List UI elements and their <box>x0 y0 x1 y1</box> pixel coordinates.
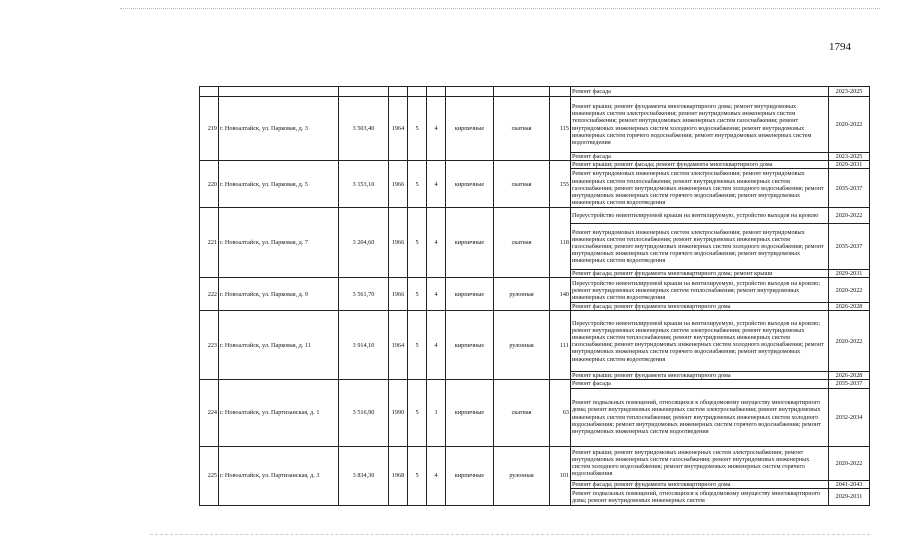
cell-floors: 5 <box>408 208 427 278</box>
cell-work: Переустройство невентилируемой крыши на вентилируемую, устройство выходов на кровлю; ремонт внутридомовых инженерных систем теплоснабжения; ремонт внутридомовых инженерных систем водоотведения <box>571 278 829 303</box>
cell-address: г. Новоалтайск, ул. Парковая, д. 11 <box>219 311 339 380</box>
cell-work: Ремонт крыши; ремонт фасада; ремонт фундамента многоквартирного дома <box>571 161 829 169</box>
cell-walls: кирпичные <box>446 208 494 278</box>
cell-work: Ремонт крыши; ремонт фундамента многоквартирного дома <box>571 372 829 380</box>
scan-artifact-top <box>120 8 880 9</box>
cell-num: 224 <box>200 380 219 446</box>
cell-work: Ремонт подвальных помещений, относящихся к общедомовому имуществу многоквартирного дома; ремонт внутридомовых инженерных систем <box>571 488 829 505</box>
cell-floors: 5 <box>408 97 427 161</box>
cell-area: 3 914,10 <box>339 311 389 380</box>
building-row <box>200 97 870 153</box>
cell-walls: кирпичные <box>446 97 494 161</box>
cell-period: 2023-2025 <box>829 153 870 161</box>
cell-area: 3 153,10 <box>339 161 389 208</box>
cell-period: 2029-2031 <box>829 161 870 169</box>
cell-num: 225 <box>200 446 219 505</box>
building-row <box>200 278 870 303</box>
table-row-continued <box>200 87 870 97</box>
cell-year: 1964 <box>389 311 408 380</box>
cell-num: 219 <box>200 97 219 161</box>
cell-walls: кирпичные <box>446 278 494 311</box>
cell-work: Переустройство невентилируемой крыши на вентилируемую, устройство выходов на кровлю; ремонт внутридомовых инженерных систем электроснабжения; ремонт внутридомовых инженерных систем теплоснабжения; ремонт внутридомовых инженерных систем газоснабжения; ремонт внутридомовых инженерных систем холодного водоснабжения; ремонт внутридомовых инженерных систем горячего водоснабжения; ремонт внутридомовых инженерных систем водоотведения <box>571 311 829 372</box>
cell-address: г. Новоалтайск, ул. Парковая, д. 3 <box>219 97 339 161</box>
capital-repair-table <box>199 86 870 506</box>
cell-period: 2032-2034 <box>829 388 870 446</box>
cell-area: 3 503,40 <box>339 97 389 161</box>
cell-period: 2026-2028 <box>829 303 870 311</box>
cell-roof: скатная <box>494 380 550 446</box>
cell-entrances: 4 <box>427 311 446 380</box>
cell-work: Ремонт фасада <box>571 153 829 161</box>
building-row <box>200 380 870 388</box>
cell-period: 2020-2022 <box>829 278 870 303</box>
cell-work: Ремонт крыши; ремонт внутридомовых инженерных систем электроснабжения; ремонт внутридомовых инженерных систем газоснабжения; ремонт внутридомовых инженерных систем холодного водоснабжения; ремонт внутридомовых инженерных систем горячего водоснабжения <box>571 446 829 480</box>
cell-roof: скатная <box>494 208 550 278</box>
cell-floors: 5 <box>408 446 427 505</box>
cell-num: 223 <box>200 311 219 380</box>
cell-wear: 115 <box>550 97 571 161</box>
cell-year: 1968 <box>389 446 408 505</box>
cell-wear: 111 <box>550 311 571 380</box>
cell-period: 2035-2037 <box>829 169 870 208</box>
cell-year: 1966 <box>389 278 408 311</box>
cell-work: Ремонт фасада; ремонт фундамента многоквартирного дома <box>571 303 829 311</box>
cell-num: 222 <box>200 278 219 311</box>
cell-wear <box>550 87 571 97</box>
cell-work: Ремонт фасада <box>571 87 829 97</box>
cell-floors: 5 <box>408 278 427 311</box>
cell-entrances: 4 <box>427 208 446 278</box>
building-row <box>200 311 870 372</box>
cell-walls <box>446 87 494 97</box>
cell-address <box>219 87 339 97</box>
cell-period: 2020-2022 <box>829 208 870 224</box>
cell-entrances <box>427 87 446 97</box>
cell-period: 2020-2022 <box>829 311 870 372</box>
cell-address: г. Новоалтайск, ул. Парковая, д. 9 <box>219 278 339 311</box>
cell-wear: 63 <box>550 380 571 446</box>
cell-wear: 118 <box>550 208 571 278</box>
cell-address: г. Новоалтайск, ул. Парковая, д. 7 <box>219 208 339 278</box>
cell-period: 2041-2043 <box>829 480 870 488</box>
cell-year: 1964 <box>389 97 408 161</box>
cell-work: Ремонт фасада; ремонт фундамента многоквартирного дома; ремонт крыши <box>571 270 829 278</box>
cell-roof: скатная <box>494 97 550 161</box>
page-number: 1794 <box>829 41 851 53</box>
cell-period: 2035-2037 <box>829 380 870 388</box>
cell-work: Переустройство невентилируемой крыши на вентилируемую, устройство выходов на кровлю <box>571 208 829 224</box>
cell-period: 2029-2031 <box>829 488 870 505</box>
cell-entrances: 1 <box>427 380 446 446</box>
cell-period: 2026-2028 <box>829 372 870 380</box>
cell-period: 2020-2022 <box>829 446 870 480</box>
building-row <box>200 161 870 169</box>
table-body <box>200 87 870 506</box>
cell-walls: кирпичные <box>446 380 494 446</box>
cell-roof <box>494 87 550 97</box>
cell-work: Ремонт крыши; ремонт фундамента многоквартирного дома; ремонт внутридомовых инженерных систем электроснабжения; ремонт внутридомовых инженерных систем теплоснабжения; ремонт внутридомовых инженерных систем газоснабжения; ремонт внутридомовых инженерных систем холодного водоснабжения; ремонт внутридомовых инженерных систем горячего водоснабжения; ремонт внутридомовых инженерных систем водоотведения <box>571 97 829 153</box>
cell-entrances: 4 <box>427 446 446 505</box>
cell-roof: рулонная <box>494 311 550 380</box>
cell-entrances: 4 <box>427 278 446 311</box>
cell-year: 1966 <box>389 208 408 278</box>
cell-address: г. Новоалтайск, ул. Парковая, д. 5 <box>219 161 339 208</box>
cell-work: Ремонт фасада <box>571 380 829 388</box>
cell-num: 220 <box>200 161 219 208</box>
cell-area: 3 561,70 <box>339 278 389 311</box>
building-row <box>200 446 870 480</box>
cell-area <box>339 87 389 97</box>
cell-floors <box>408 87 427 97</box>
cell-work: Ремонт фасада; ремонт фундамента многоквартирного дома <box>571 480 829 488</box>
cell-roof: рулонная <box>494 278 550 311</box>
cell-period: 2023-2025 <box>829 87 870 97</box>
scan-artifact-bottom <box>150 534 870 535</box>
cell-wear: 101 <box>550 446 571 505</box>
cell-year: 1990 <box>389 380 408 446</box>
cell-work: Ремонт внутридомовых инженерных систем электроснабжения; ремонт внутридомовых инженерных систем теплоснабжения; ремонт внутридомовых инженерных систем газоснабжения; ремонт внутридомовых инженерных систем холодного водоснабжения; ремонт внутридомовых инженерных систем горячего водоснабжения; ремонт внутридомовых инженерных систем водоотведения <box>571 169 829 208</box>
building-row <box>200 208 870 224</box>
cell-floors: 5 <box>408 311 427 380</box>
cell-roof: скатная <box>494 161 550 208</box>
cell-address: г. Новоалтайск, ул. Партизанская, д. 1 <box>219 380 339 446</box>
cell-num <box>200 87 219 97</box>
cell-period: 2029-2031 <box>829 270 870 278</box>
cell-roof: рулонная <box>494 446 550 505</box>
cell-floors: 5 <box>408 161 427 208</box>
cell-work: Ремонт подвальных помещений, относящихся к общедомовому имуществу многоквартирного дома; ремонт внутридомовых инженерных систем электроснабжения; ремонт внутридомовых инженерных систем теплоснабжения; ремонт внутридомовых инженерных систем холодного водоснабжения; ремонт внутридомовых инженерных систем горячего водоснабжения; ремонт внутридомовых инженерных систем водоотведения <box>571 388 829 446</box>
cell-walls: кирпичные <box>446 311 494 380</box>
cell-year <box>389 87 408 97</box>
cell-walls: кирпичные <box>446 446 494 505</box>
cell-area: 3 834,30 <box>339 446 389 505</box>
cell-walls: кирпичные <box>446 161 494 208</box>
cell-area: 3 516,90 <box>339 380 389 446</box>
cell-wear: 140 <box>550 278 571 311</box>
cell-num: 221 <box>200 208 219 278</box>
cell-year: 1966 <box>389 161 408 208</box>
cell-period: 2035-2037 <box>829 224 870 270</box>
cell-entrances: 4 <box>427 161 446 208</box>
cell-period: 2020-2022 <box>829 97 870 153</box>
cell-wear: 155 <box>550 161 571 208</box>
cell-entrances: 4 <box>427 97 446 161</box>
cell-work: Ремонт внутридомовых инженерных систем электроснабжения; ремонт внутридомовых инженерных систем теплоснабжения; ремонт внутридомовых инженерных систем газоснабжения; ремонт внутридомовых инженерных систем холодного водоснабжения; ремонт внутридомовых инженерных систем горячего водоснабжения; ремонт внутридомовых инженерных систем водоотведения <box>571 224 829 270</box>
cell-floors: 5 <box>408 380 427 446</box>
cell-area: 3 204,60 <box>339 208 389 278</box>
cell-address: г. Новоалтайск, ул. Партизанская, д. 3 <box>219 446 339 505</box>
